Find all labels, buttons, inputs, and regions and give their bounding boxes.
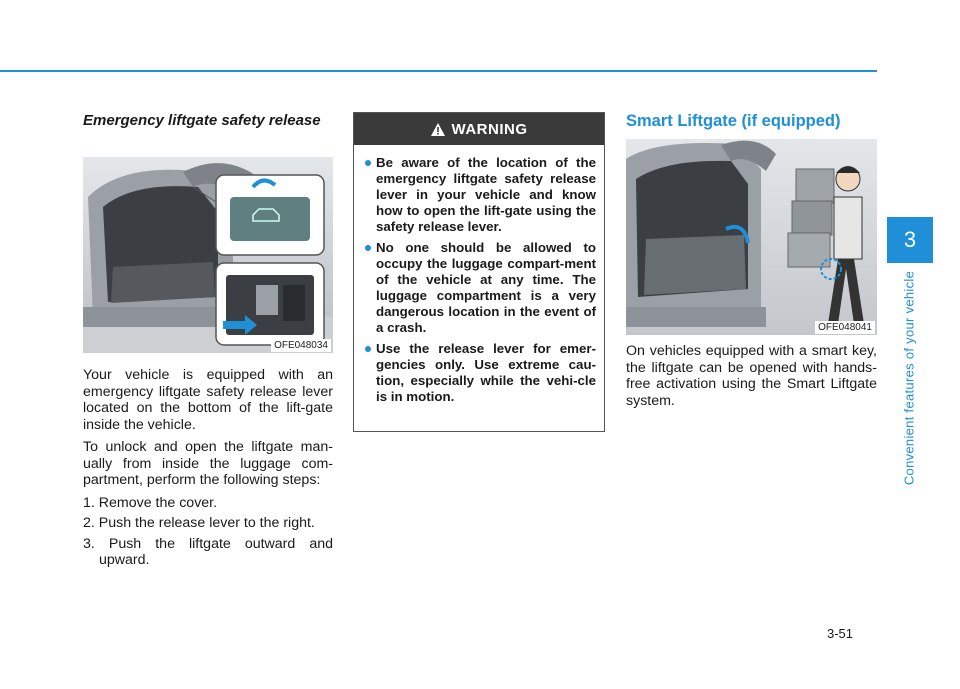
section-title-smart-liftgate: Smart Liftgate (if equipped) [626,112,841,130]
image-code: OFE048041 [815,321,875,334]
step-item: 3. Push the liftgate outward and upward. [83,535,333,568]
paragraph: Your vehicle is equipped with an emergency liftgate safety release lever located on the bottom of the lift-gate inside the vehicle. [83,367,333,433]
warning-header [354,113,604,145]
car-rear-open-illustration [83,157,333,353]
smart-liftgate-illustration [626,139,877,335]
person-carrying-boxes-illustration [626,139,877,335]
steps-list [83,495,333,569]
section-smart-liftgate-body [626,343,877,409]
paragraph: To unlock and open the liftgate man-ually from inside the luggage com-partment, perform the following steps: [83,439,333,488]
warning-item: No one should be allowed to occupy the luggage compart-ment of the vehicle at any time. The luggage compartment is a very dangerous location in the event of a crash. [365,240,596,336]
step-item: 1. Remove the cover. [83,494,218,511]
chapter-label: Convenient features of your vehicle [901,270,917,486]
chapter-tab: 3 [887,217,933,263]
warning-list [354,155,604,405]
section-title: Emergency liftgate safety release [83,112,321,129]
section-emergency-body [83,367,333,573]
liftgate-release-illustration [83,157,333,353]
page-number: 3-51 [827,626,854,641]
warning-label: WARNING [451,120,528,138]
paragraph: On vehicles equipped with a smart key, the liftgate can be opened with hands-free activation using the Smart Liftgate system. [626,343,877,409]
step-item: 2. Push the release lever to the right. [83,515,315,531]
warning-item: Be aware of the location of the emergency liftgate safety release lever in your vehicle and know how to open the lift-gate using the safety release lever. [365,155,596,235]
warning-box [353,112,605,432]
top-rule [0,70,877,72]
warning-triangle-icon [431,123,445,136]
image-code: OFE048034 [271,339,331,352]
section-emergency-release [83,112,333,129]
warning-item: Use the release lever for emer-gencies only. Use extreme cau-tion, especially while the vehi-cle is in motion. [365,341,596,405]
